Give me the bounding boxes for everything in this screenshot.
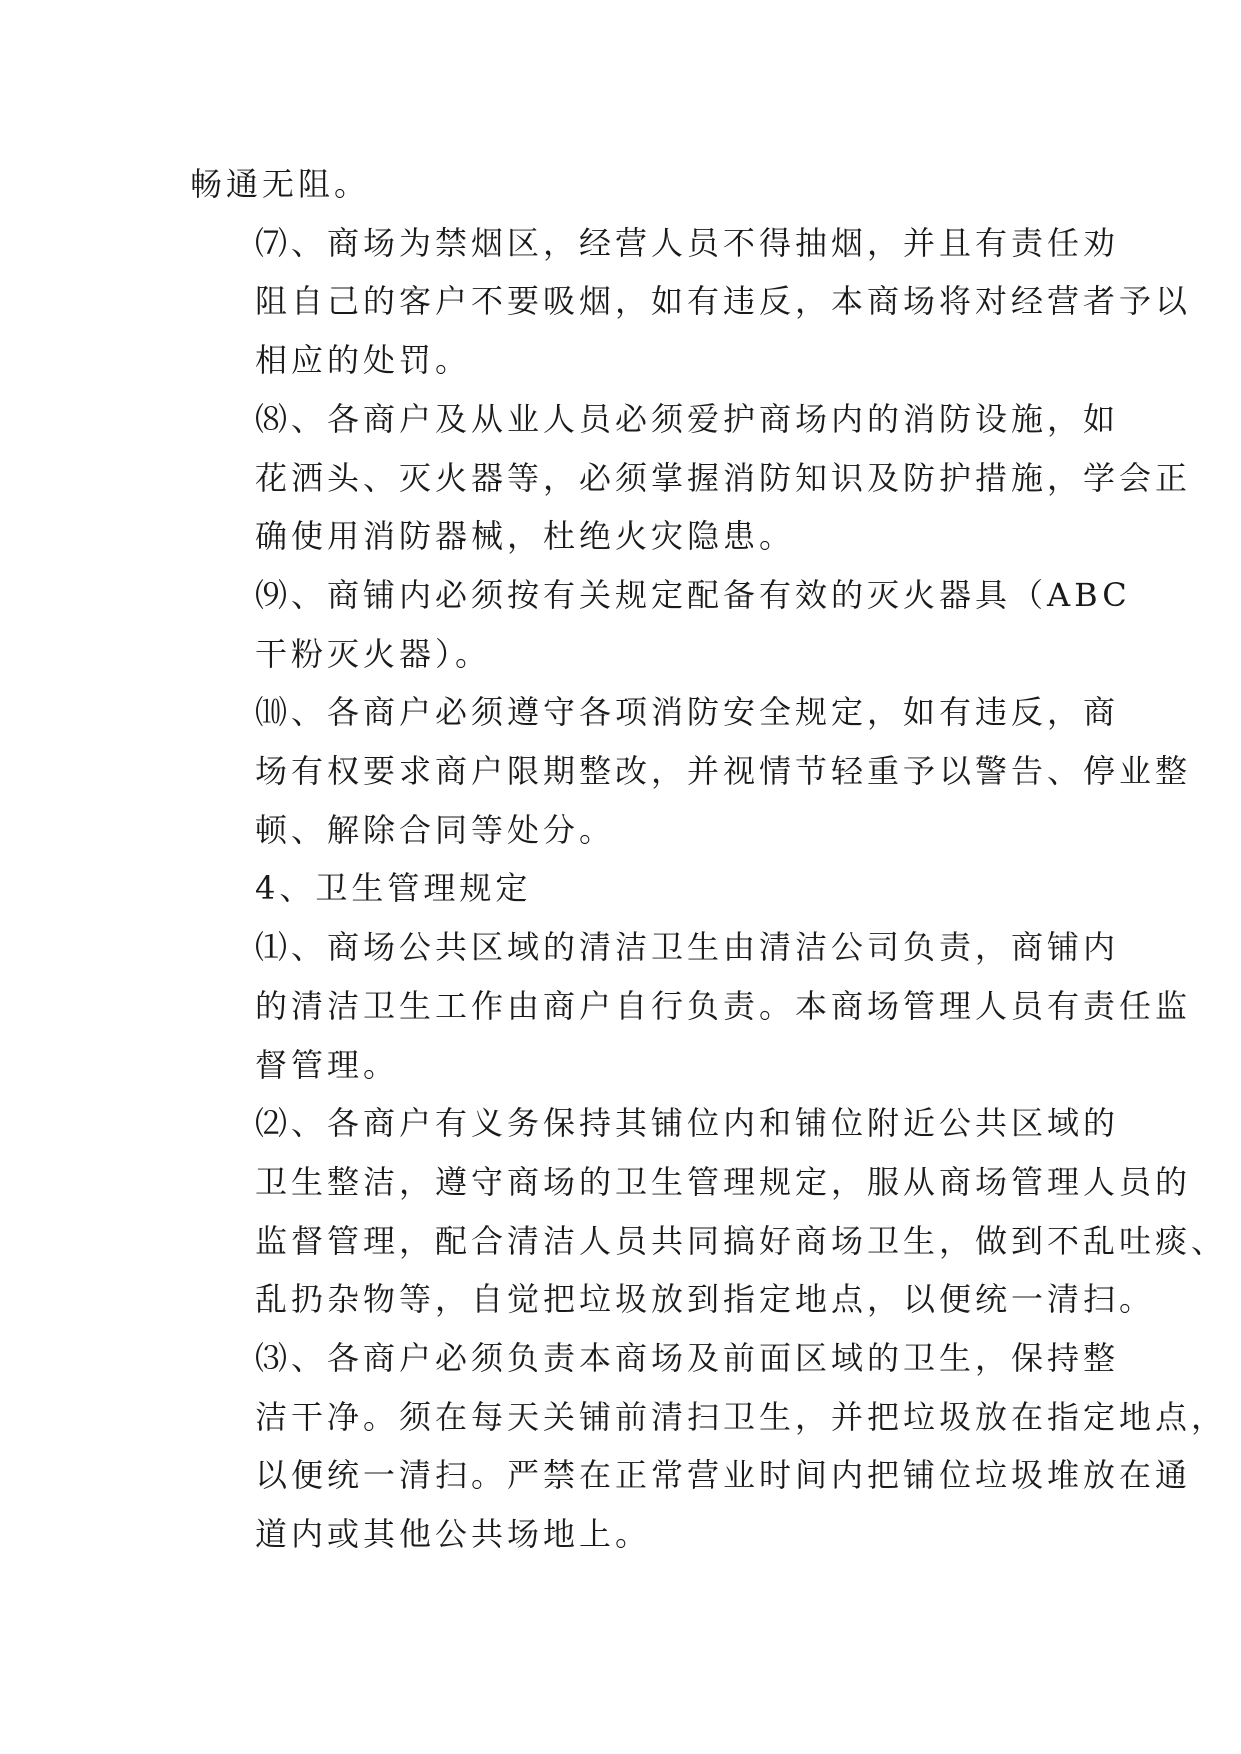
- text-line: ⑶、各商户必须负责本商场及前面区域的卫生，保持整: [255, 1339, 1120, 1378]
- text-line: 场有权要求商户限期整改，并视情节轻重予以警告、停业整: [255, 752, 1192, 791]
- text-line: 督管理。: [255, 1045, 400, 1084]
- paragraph-rule-9-extinguishers: [190, 566, 1131, 683]
- paragraph-hygiene-1: [190, 918, 1192, 1094]
- paragraph-hygiene-2: [190, 1094, 1228, 1329]
- text-line: ⑵、各商户有义务保持其铺位内和铺位附近公共区域的: [255, 1104, 1120, 1143]
- text-line: 相应的处罚。: [255, 341, 472, 380]
- document-page: [190, 155, 1228, 1564]
- text-line: 畅通无阻。: [190, 165, 371, 203]
- paragraph-rule-8-fire-facilities: [190, 390, 1192, 566]
- text-line: ⑽、各商户必须遵守各项消防安全规定，如有违反，商: [255, 693, 1120, 732]
- text-line: 乱扔杂物等，自觉把垃圾放到指定地点，以便统一清扫。: [255, 1280, 1156, 1319]
- text-line: 以便统一清扫。严禁在正常营业时间内把铺位垃圾堆放在通: [255, 1456, 1192, 1495]
- text-line: 干粉灭火器）。: [255, 634, 492, 673]
- text-line: 洁干净。须在每天关铺前清扫卫生，并把垃圾放在指定地点，: [255, 1397, 1228, 1436]
- text-line: 确使用消防器械，杜绝火灾隐患。: [255, 517, 796, 556]
- text-line: 顿、解除合同等处分。: [255, 810, 616, 849]
- text-line: 卫生整洁，遵守商场的卫生管理规定，服从商场管理人员的: [255, 1162, 1192, 1201]
- section-heading-hygiene: [190, 859, 1048, 918]
- text-line: ⑻、各商户及从业人员必须爱护商场内的消防设施，如: [255, 399, 1120, 438]
- text-line: ⑴、商场公共区域的清洁卫生由清洁公司负责，商铺内: [255, 928, 1120, 967]
- text-line: ⑺、商场为禁烟区，经营人员不得抽烟，并且有责任劝: [255, 223, 1120, 262]
- paragraph-rule-7-no-smoking: [190, 214, 1192, 390]
- heading-line: 4、卫生管理规定: [255, 869, 532, 908]
- text-line: ⑼、商铺内必须按有关规定配备有效的灭火器具（ABC: [255, 575, 1131, 614]
- text-line: 阻自己的客户不要吸烟，如有违反，本商场将对经营者予以: [255, 282, 1192, 321]
- text-line: 道内或其他公共场地上。: [255, 1515, 652, 1554]
- text-line: 监督管理，配合清洁人员共同搞好商场卫生，做到不乱吐痰、: [255, 1221, 1228, 1260]
- text-line: 的清洁卫生工作由商户自行负责。本商场管理人员有责任监: [255, 986, 1192, 1025]
- paragraph-continuation: [190, 155, 1048, 214]
- text-line: 花洒头、灭火器等，必须掌握消防知识及防护措施，学会正: [255, 458, 1192, 497]
- paragraph-hygiene-3: [190, 1329, 1228, 1564]
- paragraph-rule-10-fire-regulations: [190, 683, 1192, 859]
